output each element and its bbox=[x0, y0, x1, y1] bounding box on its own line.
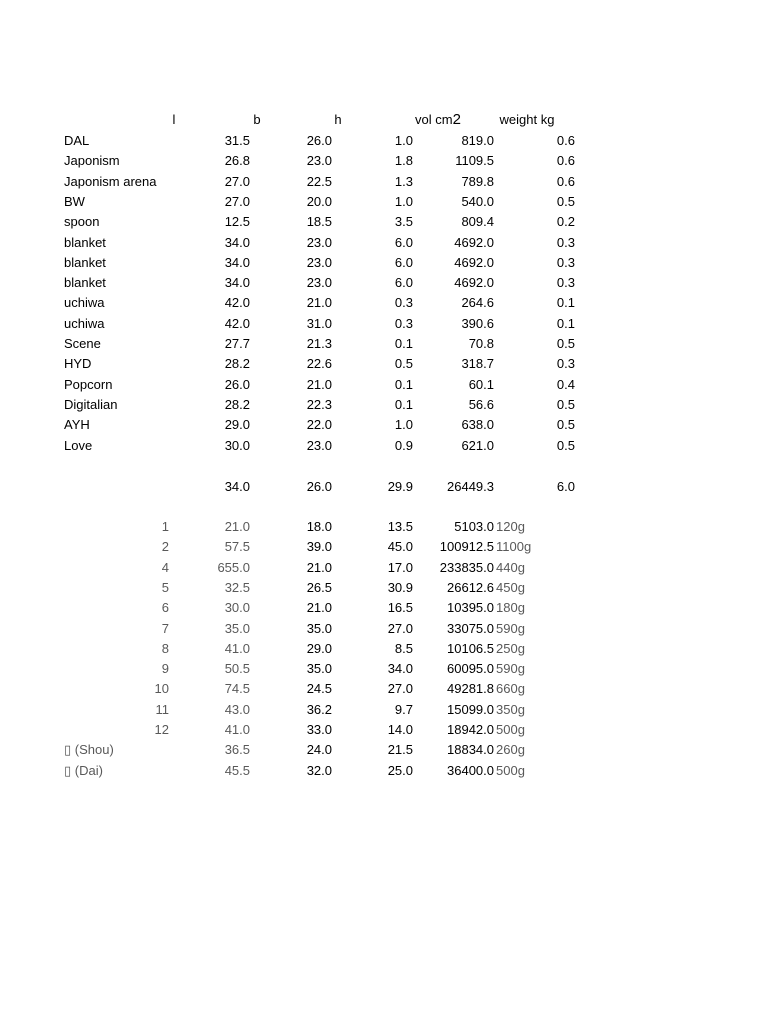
box-weight-g: 590g bbox=[496, 661, 525, 677]
item-h: 20.0 bbox=[306, 193, 332, 209]
box-d: 27.0 bbox=[387, 620, 413, 636]
item-b: 42.0 bbox=[224, 295, 250, 311]
item-weight: 0.3 bbox=[556, 275, 575, 291]
table-row bbox=[0, 436, 768, 456]
box-vol: 10395.0 bbox=[447, 600, 494, 616]
item-h: 22.3 bbox=[306, 396, 332, 412]
named-box-d: 25.0 bbox=[387, 762, 413, 778]
item-h: 22.5 bbox=[306, 173, 332, 189]
named-box-label bbox=[64, 740, 114, 760]
item-b: 26.8 bbox=[224, 153, 250, 169]
named-box-name: (Dai) bbox=[71, 762, 103, 778]
table-row bbox=[0, 395, 768, 415]
box-d: 8.5 bbox=[394, 640, 413, 656]
header-vol-label: vol cm bbox=[415, 112, 453, 127]
box-b: 41.0 bbox=[224, 640, 250, 656]
item-vol: 540.0 bbox=[461, 193, 494, 209]
item-vol: 789.8 bbox=[461, 173, 494, 189]
box-row bbox=[0, 679, 768, 699]
box-d: 30.9 bbox=[387, 579, 413, 595]
item-name: uchiwa bbox=[64, 315, 105, 331]
box-weight-g: 350g bbox=[496, 701, 525, 717]
item-name: Popcorn bbox=[64, 376, 113, 392]
item-vol: 819.0 bbox=[461, 133, 494, 148]
item-d: 0.1 bbox=[394, 336, 413, 351]
item-vol: 638.0 bbox=[461, 417, 494, 433]
box-d: 14.0 bbox=[387, 722, 413, 737]
item-name: AYH bbox=[64, 417, 90, 433]
box-number: 5 bbox=[161, 579, 169, 595]
totals-row bbox=[0, 477, 768, 497]
box-row bbox=[0, 537, 768, 557]
box-weight-g: 450g bbox=[496, 579, 525, 595]
item-b: 26.0 bbox=[224, 376, 250, 392]
missing-glyph-icon: ▯ bbox=[64, 742, 72, 758]
header-h: h bbox=[334, 112, 342, 127]
item-d: 0.9 bbox=[394, 437, 413, 453]
item-name: Japonism bbox=[64, 153, 120, 169]
box-vol: 15099.0 bbox=[447, 701, 494, 717]
item-h: 23.0 bbox=[306, 254, 332, 270]
item-vol: 4692.0 bbox=[454, 254, 494, 270]
item-name: HYD bbox=[64, 356, 92, 372]
item-d: 1.0 bbox=[394, 417, 413, 433]
box-weight-g: 250g bbox=[496, 640, 525, 656]
box-h: 36.2 bbox=[306, 701, 332, 717]
header-l: l bbox=[172, 112, 176, 127]
box-h: 26.5 bbox=[306, 579, 332, 595]
item-d: 6.0 bbox=[394, 275, 413, 291]
item-d: 0.1 bbox=[394, 376, 413, 392]
item-weight: 0.4 bbox=[556, 376, 575, 392]
box-b: 41.0 bbox=[224, 722, 250, 737]
item-h: 23.0 bbox=[306, 275, 332, 291]
box-b: 30.0 bbox=[224, 600, 250, 616]
box-d: 13.5 bbox=[387, 519, 413, 534]
item-weight: 0.1 bbox=[556, 315, 575, 331]
item-weight: 0.5 bbox=[556, 336, 575, 351]
item-weight: 0.6 bbox=[556, 133, 575, 148]
item-d: 0.3 bbox=[394, 315, 413, 331]
box-vol: 60095.0 bbox=[447, 661, 494, 677]
table-row bbox=[0, 233, 768, 253]
item-d: 1.0 bbox=[394, 133, 413, 148]
box-weight-g: 590g bbox=[496, 620, 525, 636]
named-box-b: 36.5 bbox=[224, 742, 250, 758]
header-vol-exponent: 2 bbox=[452, 111, 461, 128]
box-b: 21.0 bbox=[224, 519, 250, 534]
item-name: blanket bbox=[64, 275, 106, 291]
box-number: 9 bbox=[161, 661, 169, 677]
item-vol: 60.1 bbox=[468, 376, 494, 392]
box-number: 10 bbox=[154, 681, 169, 697]
table-row bbox=[0, 151, 768, 171]
table-row bbox=[0, 354, 768, 374]
box-weight-g: 1100g bbox=[496, 539, 532, 555]
item-weight: 0.5 bbox=[556, 396, 575, 412]
missing-glyph-icon: ▯ bbox=[64, 762, 72, 778]
item-h: 26.0 bbox=[306, 133, 332, 148]
table-row bbox=[0, 192, 768, 212]
box-row bbox=[0, 700, 768, 720]
box-row bbox=[0, 558, 768, 578]
named-box-h: 32.0 bbox=[306, 762, 332, 778]
item-name: Love bbox=[64, 437, 93, 453]
item-d: 6.0 bbox=[394, 234, 413, 250]
item-vol: 4692.0 bbox=[454, 275, 494, 291]
box-weight-g: 180g bbox=[496, 600, 525, 616]
item-b: 27.0 bbox=[224, 173, 250, 189]
item-b: 34.0 bbox=[224, 254, 250, 270]
item-d: 6.0 bbox=[394, 254, 413, 270]
box-row bbox=[0, 639, 768, 659]
box-row bbox=[0, 659, 768, 679]
box-h: 35.0 bbox=[306, 661, 332, 677]
item-weight: 0.5 bbox=[556, 417, 575, 433]
item-name: BW bbox=[64, 193, 85, 209]
box-number: 12 bbox=[154, 722, 169, 737]
item-d: 1.3 bbox=[394, 173, 413, 189]
item-b: 34.0 bbox=[224, 275, 250, 291]
item-b: 27.0 bbox=[224, 193, 250, 209]
box-h: 18.0 bbox=[306, 519, 332, 534]
item-vol: 621.0 bbox=[461, 437, 494, 453]
box-b: 655.0 bbox=[217, 559, 250, 575]
item-vol: 70.8 bbox=[468, 336, 494, 351]
item-weight: 0.3 bbox=[556, 234, 575, 250]
box-weight-g: 120g bbox=[496, 519, 525, 534]
item-b: 42.0 bbox=[224, 315, 250, 331]
named-box-d: 21.5 bbox=[387, 742, 413, 758]
table-row bbox=[0, 415, 768, 435]
table-row bbox=[0, 293, 768, 313]
header-weight: weight kg bbox=[499, 112, 555, 127]
item-h: 21.0 bbox=[306, 376, 332, 392]
box-b: 43.0 bbox=[224, 701, 250, 717]
box-vol: 33075.0 bbox=[447, 620, 494, 636]
named-box-weight-g: 500g bbox=[496, 762, 525, 778]
box-d: 9.7 bbox=[394, 701, 413, 717]
box-h: 21.0 bbox=[306, 559, 332, 575]
box-number: 7 bbox=[161, 620, 169, 636]
item-name: Scene bbox=[64, 336, 101, 351]
box-number: 8 bbox=[161, 640, 169, 656]
box-row bbox=[0, 619, 768, 639]
item-weight: 0.2 bbox=[556, 214, 575, 230]
item-name: uchiwa bbox=[64, 295, 105, 311]
item-name: blanket bbox=[64, 254, 106, 270]
item-b: 28.2 bbox=[224, 396, 250, 412]
item-d: 0.1 bbox=[394, 396, 413, 412]
named-box-row bbox=[0, 761, 768, 781]
table-row bbox=[0, 253, 768, 273]
item-h: 23.0 bbox=[306, 153, 332, 169]
box-vol: 26612.6 bbox=[447, 579, 494, 595]
box-number: 1 bbox=[161, 519, 169, 534]
table-row bbox=[0, 314, 768, 334]
box-d: 16.5 bbox=[387, 600, 413, 616]
box-h: 35.0 bbox=[306, 620, 332, 636]
item-name: Japonism arena bbox=[64, 173, 157, 189]
named-box-vol: 36400.0 bbox=[447, 762, 494, 778]
item-vol: 264.6 bbox=[461, 295, 494, 311]
box-row bbox=[0, 578, 768, 598]
item-name: Digitalian bbox=[64, 396, 118, 412]
box-b: 35.0 bbox=[224, 620, 250, 636]
item-b: 31.5 bbox=[224, 133, 250, 148]
box-vol: 10106.5 bbox=[447, 640, 494, 656]
item-name: blanket bbox=[64, 234, 106, 250]
item-vol: 390.6 bbox=[461, 315, 494, 331]
totals-d: 29.9 bbox=[387, 479, 413, 494]
item-h: 18.5 bbox=[306, 214, 332, 230]
box-weight-g: 660g bbox=[496, 681, 525, 697]
box-d: 17.0 bbox=[387, 559, 413, 575]
box-vol: 49281.8 bbox=[447, 681, 494, 697]
box-b: 50.5 bbox=[224, 661, 250, 677]
item-h: 21.3 bbox=[306, 336, 332, 351]
box-row bbox=[0, 517, 768, 537]
table-row bbox=[0, 334, 768, 354]
box-b: 32.5 bbox=[224, 579, 250, 595]
item-h: 31.0 bbox=[306, 315, 332, 331]
table-row bbox=[0, 375, 768, 395]
box-vol: 18942.0 bbox=[447, 722, 494, 737]
box-weight-g: 440g bbox=[496, 559, 525, 575]
box-number: 6 bbox=[161, 600, 169, 616]
named-box-weight-g: 260g bbox=[496, 742, 525, 758]
box-h: 24.5 bbox=[306, 681, 332, 697]
table-row bbox=[0, 172, 768, 192]
table-row bbox=[0, 273, 768, 293]
box-d: 45.0 bbox=[387, 539, 413, 555]
box-d: 34.0 bbox=[387, 661, 413, 677]
item-b: 30.0 bbox=[224, 437, 250, 453]
totals-vol: 26449.3 bbox=[447, 479, 494, 494]
box-b: 74.5 bbox=[224, 681, 250, 697]
item-b: 28.2 bbox=[224, 356, 250, 372]
header-row bbox=[0, 110, 768, 130]
totals-h: 26.0 bbox=[306, 479, 332, 494]
box-number: 2 bbox=[161, 539, 169, 555]
item-weight: 0.3 bbox=[556, 356, 575, 372]
item-weight: 0.6 bbox=[556, 153, 575, 169]
named-box-b: 45.5 bbox=[224, 762, 250, 778]
item-vol: 1109.5 bbox=[455, 153, 494, 169]
box-h: 39.0 bbox=[306, 539, 332, 555]
box-row bbox=[0, 598, 768, 618]
item-vol: 809.4 bbox=[461, 214, 494, 230]
item-weight: 0.3 bbox=[556, 254, 575, 270]
named-box-vol: 18834.0 bbox=[447, 742, 494, 758]
item-h: 23.0 bbox=[306, 234, 332, 250]
box-row bbox=[0, 720, 768, 740]
named-box-label bbox=[64, 761, 103, 781]
box-h: 33.0 bbox=[306, 722, 332, 737]
item-d: 0.5 bbox=[394, 356, 413, 372]
item-b: 27.7 bbox=[224, 336, 250, 351]
item-weight: 0.5 bbox=[556, 193, 575, 209]
item-name: DAL bbox=[64, 133, 90, 148]
item-d: 1.0 bbox=[394, 193, 413, 209]
box-h: 29.0 bbox=[306, 640, 332, 656]
item-weight: 0.5 bbox=[556, 437, 575, 453]
item-d: 3.5 bbox=[394, 214, 413, 230]
box-number: 4 bbox=[161, 559, 169, 575]
item-d: 1.8 bbox=[394, 153, 413, 169]
item-b: 12.5 bbox=[224, 214, 250, 230]
item-weight: 0.1 bbox=[556, 295, 575, 311]
box-vol: 233835.0 bbox=[439, 559, 494, 575]
item-h: 22.0 bbox=[306, 417, 332, 433]
box-vol: 5103.0 bbox=[454, 519, 494, 534]
named-box-h: 24.0 bbox=[306, 742, 332, 758]
named-box-name: (Shou) bbox=[71, 742, 114, 758]
item-h: 22.6 bbox=[306, 356, 332, 372]
table-row bbox=[0, 131, 768, 151]
table-row bbox=[0, 212, 768, 232]
box-b: 57.5 bbox=[224, 539, 250, 555]
box-vol: 100912.5 bbox=[439, 539, 494, 555]
item-d: 0.3 bbox=[394, 295, 413, 311]
box-h: 21.0 bbox=[306, 600, 332, 616]
item-h: 21.0 bbox=[306, 295, 332, 311]
totals-b: 34.0 bbox=[224, 479, 250, 494]
box-d: 27.0 bbox=[387, 681, 413, 697]
header-b: b bbox=[253, 112, 261, 127]
box-number: 11 bbox=[155, 701, 169, 717]
box-weight-g: 500g bbox=[496, 722, 525, 737]
totals-weight: 6.0 bbox=[556, 479, 575, 494]
item-vol: 318.7 bbox=[461, 356, 494, 372]
item-b: 34.0 bbox=[224, 234, 250, 250]
item-b: 29.0 bbox=[224, 417, 250, 433]
item-weight: 0.6 bbox=[556, 173, 575, 189]
item-h: 23.0 bbox=[306, 437, 332, 453]
item-name: spoon bbox=[64, 214, 100, 230]
named-box-row bbox=[0, 740, 768, 760]
item-vol: 56.6 bbox=[468, 396, 494, 412]
header-vol bbox=[408, 110, 468, 130]
item-vol: 4692.0 bbox=[454, 234, 494, 250]
